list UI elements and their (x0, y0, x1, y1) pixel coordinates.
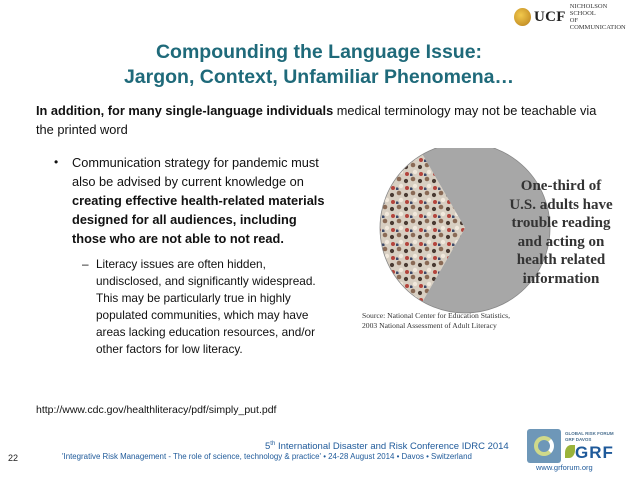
sun-logo-icon (514, 8, 531, 26)
school-name-line1: NICHOLSON SCHOOL (569, 3, 608, 17)
grf-ring-icon (527, 429, 561, 463)
conference-name: International Disaster and Risk Conference IDRC 2014 (275, 441, 509, 453)
literacy-figure (340, 148, 615, 353)
pie-caption: One-third of U.S. adults have trouble reading and acting on health related information (509, 178, 613, 287)
sub-bullet-item (82, 256, 332, 358)
conference-details: 'Integrative Risk Management - The role of science, technology & practice' • 24-28 August 2014 • Davos • Switzerland (62, 452, 472, 461)
bullet-bold-text: creating effective health-related materials designed for all audiences, including those who are not able to not read. (72, 193, 325, 246)
conference-ordinal: 5 (265, 441, 271, 453)
leaf-icon (565, 445, 575, 458)
grf-small-text (565, 431, 614, 442)
school-name (570, 3, 632, 31)
grf-small-line1: GLOBAL RISK FORUM (565, 431, 614, 436)
grf-logo-text: GRF (575, 443, 614, 462)
slide-title-line1: Compounding the Language Issue: (155, 41, 483, 63)
bullet-list (54, 153, 332, 358)
conference-title (265, 441, 509, 452)
bullet-plain-text: Communication strategy for pandemic must also be advised by current knowledge on (72, 155, 319, 189)
lead-bold-text: In addition, for many single-language individuals (36, 103, 334, 118)
bullet-item (54, 153, 332, 248)
dash-icon: – (82, 257, 89, 271)
bullet-dot-icon: • (54, 155, 59, 169)
lead-paragraph (36, 101, 616, 139)
sub-bullet-text: Literacy issues are often hidden, undisclosed, and significantly widespread. This may be particularly true in highly populated communities, which may have areas lacking education resources, and/or other factors for low literacy. (96, 257, 316, 356)
grf-url: www.grforum.org (536, 463, 593, 472)
lead-text: medical terminology may not be teachable via the printed word (36, 103, 597, 137)
source-url: http://www.cdc.gov/healthliteracy/pdf/simply_put.pdf (36, 404, 277, 416)
figure-source-line1: Source: National Center for Education Statistics, (362, 311, 511, 320)
figure-source-line2: 2003 National Assessment of Adult Literacy (362, 321, 497, 330)
bullet-text (72, 153, 332, 248)
school-name-line2: OF COMMUNICATION (569, 17, 626, 31)
slide-title (0, 40, 638, 90)
ucf-logo-text: UCF (534, 8, 566, 25)
grf-logo (527, 429, 632, 465)
slide-title-line2: Jargon, Context, Unfamiliar Phenomena… (123, 66, 515, 88)
ucf-logo (514, 3, 632, 31)
figure-source (362, 311, 510, 331)
grf-small-line2: GRF DAVOS (565, 436, 592, 442)
conference-ordinal-suffix: th (270, 441, 276, 447)
page-number: 22 (8, 453, 19, 463)
